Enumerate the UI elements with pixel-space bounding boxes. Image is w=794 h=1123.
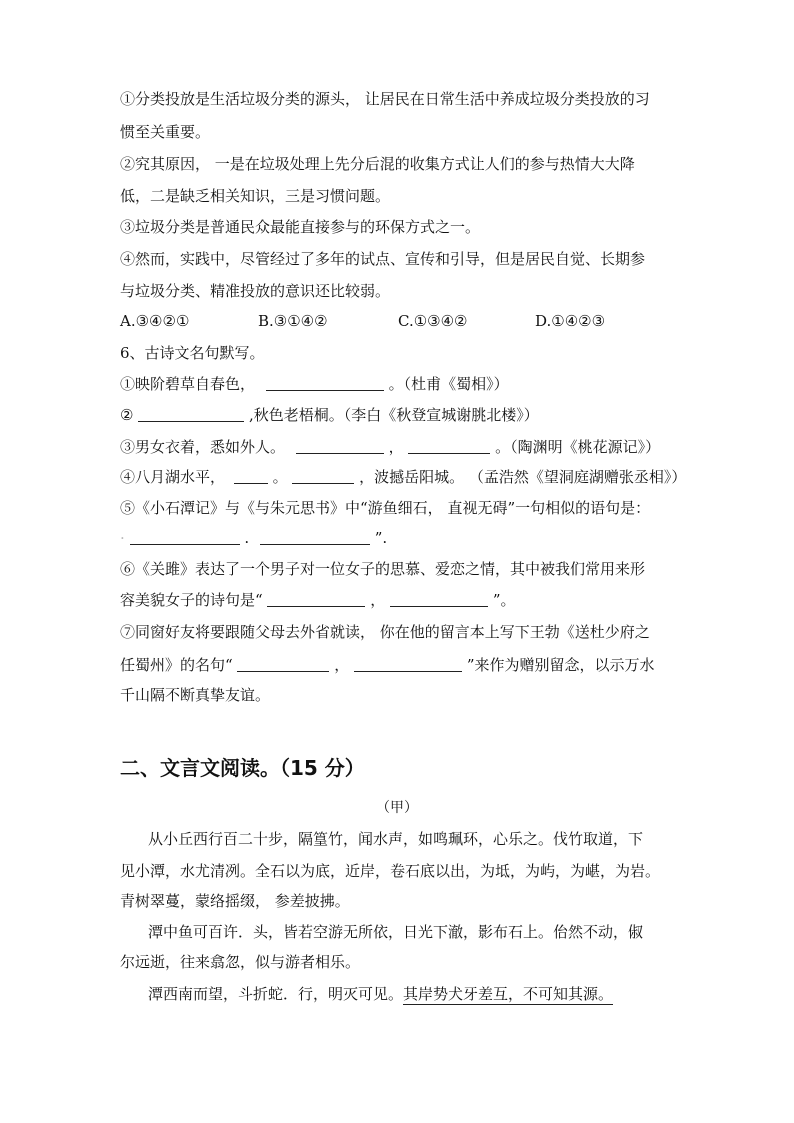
answer-blank[interactable] — [130, 530, 240, 545]
item-2-prefix: ② — [120, 406, 134, 424]
item-1-prefix: ①映阶碧草自春色， — [120, 375, 256, 393]
item-4-suffix: ，波撼岳阳城。 （孟浩然《望洞庭湖赠张丞相》） — [359, 468, 687, 486]
recitation-item-5-line-2 — [120, 528, 387, 548]
para-3-text: 潭西南而望，斗折蛇．行，明灭可见。 — [148, 985, 404, 1003]
passage-para-1-line-2: 见小潭，水尤清冽。全石以为底，近岸，卷石底以出，为坻，为屿，为嵁，为岩。 — [120, 862, 661, 880]
option-b[interactable]: B.③①④② — [258, 312, 328, 330]
item-6-suffix: ”。 — [492, 591, 516, 609]
item-5-suffix: ”. — [374, 529, 388, 547]
answer-blank[interactable] — [390, 592, 488, 607]
answer-blank[interactable] — [296, 439, 384, 454]
passage-label: （甲） — [376, 800, 418, 816]
underlined-sentence: 其岸势犬牙差互，不可知其源。 — [403, 985, 614, 1003]
item-5-separator: . — [244, 529, 250, 547]
recitation-item-7-line-2 — [120, 655, 654, 675]
sentence-4-line-1: ④然而，实践中，尽管经过了多年的试点、宣传和引导，但是居民自觉、长期参 — [120, 250, 646, 268]
item-7-suffix: ”来作为赠别留念，以示万水 — [466, 656, 655, 674]
answer-blank[interactable] — [267, 592, 365, 607]
recitation-item-7-line-1: ⑦同窗好友将要跟随父母去外省就读， 你在他的留言本上写下王勃《送杜少府之 — [120, 623, 650, 641]
answer-blank[interactable] — [237, 657, 329, 672]
answer-blank[interactable] — [408, 439, 490, 454]
item-3-prefix: ③男女衣着，悉如外人。 — [120, 438, 286, 456]
answer-blank[interactable] — [260, 530, 370, 545]
sentence-3: ③垃圾分类是普通民众最能直接参与的环保方式之一。 — [120, 218, 481, 236]
item-3-suffix: 。（陶渊明《桃花源记》） — [495, 438, 661, 456]
option-d[interactable]: D.①④②③ — [535, 312, 606, 330]
item-1-suffix: 。（杜甫《蜀相》） — [388, 375, 509, 393]
item-6-separator: ， — [370, 591, 386, 609]
recitation-item-6-line-2 — [120, 590, 515, 610]
sentence-1-line-2: 惯至关重要。 — [120, 123, 211, 141]
answer-blank[interactable] — [138, 407, 244, 422]
section-heading: 二、文言文阅读。（15 分） — [120, 756, 365, 780]
answer-blank[interactable] — [292, 469, 354, 484]
recitation-item-4 — [120, 467, 686, 487]
passage-para-3 — [148, 984, 613, 1004]
answer-blank[interactable] — [266, 376, 384, 391]
recitation-item-6-line-1: ⑥《关雎》表达了一个男子对一位女子的思慕、爱恋之情，其中被我们常用来形 — [120, 560, 646, 578]
recitation-item-5-line-1: ⑤《小石潭记》与《与朱元思书》中“游鱼细石， 直视无碍”一句相似的语句是： — [120, 499, 651, 517]
item-4-separator: 。 — [272, 468, 288, 486]
item-6-prefix: 容美貌女子的诗句是“ — [120, 591, 263, 609]
recitation-item-7-line-3: 千山隔不断真挚友谊。 — [120, 686, 271, 704]
item-7-separator: ， — [334, 656, 350, 674]
passage-para-1-line-3: 青树翠蔓，蒙络摇缀， 参差披拂。 — [120, 892, 350, 910]
item-2-suffix: ,秋色老梧桐。（李白《秋登宣城谢朓北楼》） — [249, 406, 539, 424]
item-5-mark: · — [120, 529, 125, 547]
sentence-1-line-1: ①分类投放是生活垃圾分类的源头， 让居民在日常生活中养成垃圾分类投放的习 — [120, 90, 650, 108]
question-6-title: 6、古诗文名句默写。 — [120, 344, 265, 362]
item-7-prefix: 任蜀州》的名句“ — [120, 656, 233, 674]
option-a[interactable]: A.③④②① — [120, 312, 190, 330]
passage-para-2-line-2: 尔远逝，往来翕忽，似与游者相乐。 — [120, 953, 361, 971]
item-4-prefix: ④八月湖水平， — [120, 468, 226, 486]
sentence-2-line-2: 低，二是缺乏相关知识，三是习惯问题。 — [120, 187, 391, 205]
recitation-item-2 — [120, 405, 539, 425]
answer-blank[interactable] — [354, 657, 462, 672]
item-3-separator: ， — [388, 438, 404, 456]
answer-blank[interactable] — [234, 469, 268, 484]
recitation-item-3 — [120, 437, 660, 457]
recitation-item-1 — [120, 374, 509, 394]
passage-para-1-line-1: 从小丘西行百二十步，隔篁竹，闻水声，如鸣珮环，心乐之。伐竹取道，下 — [148, 830, 644, 848]
answer-options — [120, 311, 680, 331]
passage-para-2-line-1: 潭中鱼可百许．头，皆若空游无所依，日光下澈，影布石上。佁然不动，俶 — [148, 923, 644, 941]
option-c[interactable]: C.①③④② — [398, 312, 468, 330]
sentence-4-line-2: 与垃圾分类、精准投放的意识还比较弱。 — [120, 282, 391, 300]
sentence-2-line-1: ②究其原因， 一是在垃圾处理上先分后混的收集方式让人们的参与热情大大降 — [120, 155, 635, 173]
